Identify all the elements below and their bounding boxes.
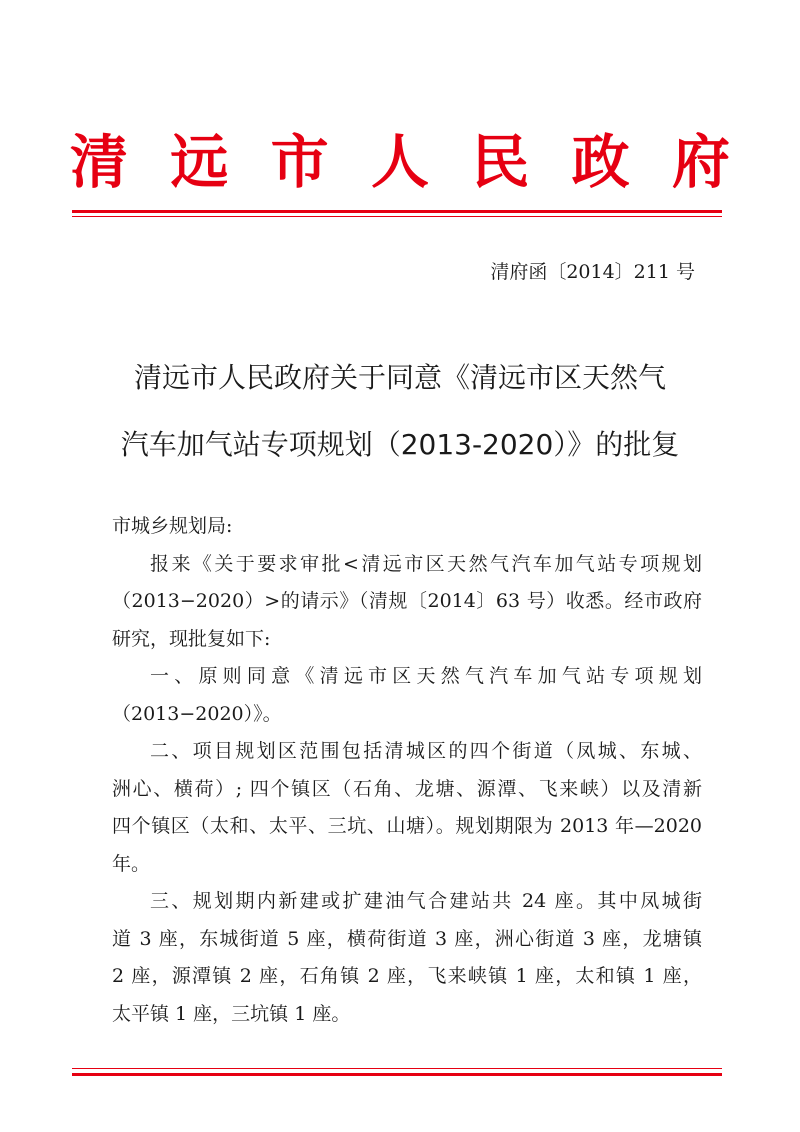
footer-divider-thin <box>72 1068 722 1069</box>
header-char: 府 <box>671 128 730 196</box>
document-title-line-1: 清远市人民政府关于同意《清远市区天然气 <box>133 361 666 394</box>
header-char: 民 <box>471 128 530 196</box>
paragraph-3-line: 四个镇区（太和、太平、三坑、山塘）。规划期限为 2013 年—2020 <box>112 815 702 837</box>
paragraph-1-line: （2013−2020）>的请示》（清规〔2014〕63 号）收悉。经市政府 <box>112 590 702 612</box>
addressee: 市城乡规划局: <box>112 515 233 537</box>
header-char: 市 <box>270 128 329 196</box>
header-char: 人 <box>370 128 429 196</box>
paragraph-3-line: 洲心、横荷）; 四个镇区（石角、龙塘、源潭、飞来峡）以及清新 <box>112 777 702 800</box>
paragraph-2-line: （2013−2020）》。 <box>112 702 282 725</box>
paragraph-4-line: 道 3 座，东城街道 5 座，横荷街道 3 座，洲心街道 3 座，龙塘镇 <box>112 927 702 950</box>
paragraph-4-line: 2 座，源潭镇 2 座，石角镇 2 座，飞来峡镇 1 座，太和镇 1 座， <box>112 965 702 987</box>
document-body <box>112 508 702 1033</box>
document-title-line-2: 汽车加气站专项规划（2013-2020）》的批复 <box>120 428 680 461</box>
issuing-agency-header <box>70 122 730 202</box>
paragraph-4-line: 太平镇 1 座，三坑镇 1 座。 <box>112 1002 351 1025</box>
footer-divider-thick <box>72 1073 722 1076</box>
header-char: 远 <box>170 128 229 196</box>
header-divider-thin <box>72 216 722 217</box>
paragraph-2-line: 一、原则同意《清远市区天然气汽车加气站专项规划 <box>150 665 702 687</box>
header-divider-thick <box>72 210 722 213</box>
document-number: 清府函〔2014〕211 号 <box>490 261 695 283</box>
paragraph-3-line: 二、项目规划区范围包括清城区的四个街道（凤城、东城、 <box>150 740 702 762</box>
paragraph-1-line: 报来《关于要求审批<清远市区天然气汽车加气站专项规划 <box>150 552 702 575</box>
paragraph-1-line: 研究，现批复如下: <box>112 627 271 650</box>
header-char: 政 <box>571 128 630 196</box>
header-char: 清 <box>70 128 129 196</box>
paragraph-4-line: 三、规划期内新建或扩建油气合建站共 24 座。其中凤城街 <box>150 890 702 912</box>
paragraph-3-line: 年。 <box>112 852 151 875</box>
